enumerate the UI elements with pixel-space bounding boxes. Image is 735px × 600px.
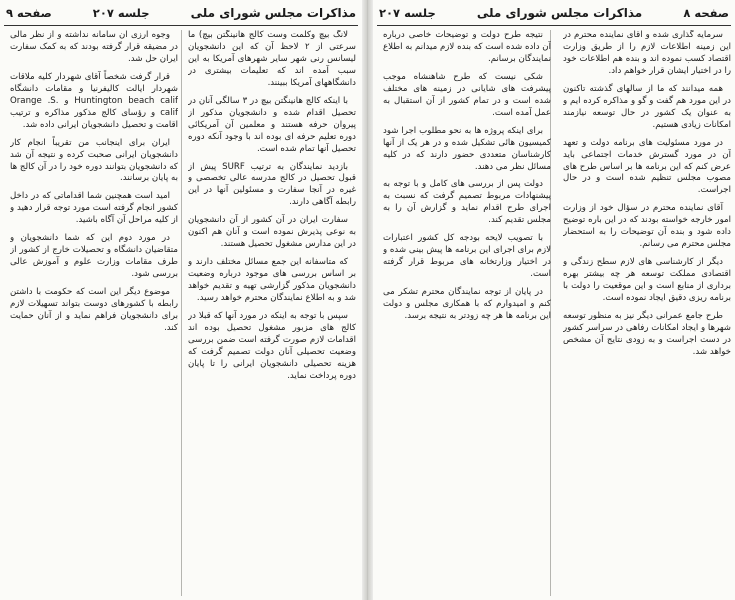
paragraph: که متاسفانه این جمع مسائل مختلف دارند و بر اساس بررسی های موجود درباره وضعیت دانشجویان مذکور گزارشی تهیه و تقدیم خواهد شد و به اطلاع نمایندگان محترم خواهد رسید. [188,257,356,304]
text-column [188,30,356,596]
paragraph: قرار گرفت شخصاً آقای شهردار کلیه ملاقات شهردار ایالت کالیفرنیا و مقامات دانشگاه Huntington beach calif و Orange .S. calif و رؤسای کالج مذکور مذاکره و ترتیب اقامت و تحصیل دانشجویان ایرانی داده شد. [10,71,178,130]
paragraph: با اینکه کالج هانینگتن بیچ در ۳ سالگی آنان در تحصیل اقدام شده و دانشجویان مذکور از پیروان حرفه هستند و معلمین آن آمریکائی دوره تعلیم حرفه ای بوده اند با وجود آنکه دوره تحصیل آنها تمام شده است. [188,95,356,154]
paragraph: امید است همچنین شما اقداماتی که در داخل کشور انجام گرفته است مورد توجه قرار دهید و از کلیه مراحل آن آگاه باشید. [10,191,178,226]
text-column [10,30,178,596]
paragraph: سفارت ایران در آن کشور از آن دانشجویان به نوعی پذیرش نموده است و آنان هم اکنون در این مدارس مشغول تحصیل هستند. [188,215,356,250]
right-page [373,0,735,600]
paragraph: سرمایه گذاری شده و آقای نماینده محترم در این زمینه اطلاعات لازم را از طریق وزارت اقتصاد کسب نموده اند و بنده هم اطلاعات خود را در اختیار ایشان قرار خواهم داد. [563,30,731,76]
paragraph: لانگ بیچ وکلمت وست کالج هانینگتن بیچ) ما سرعتی از ۲ لاحظ آن که این دانشجویان لیسانس رنی شهر سایر شهرهای آمریکا به این سبب آمده اند که تعلیمات بیشتری در دانشگاههای آمریکا ببینند. [188,30,356,88]
session-label: جلسه ۲۰۷ [92,6,150,20]
paragraph: وجوه ارزی آن سامانه نداشته و از نظر مالی در مضیقه قرار گرفته بودند که به کمک سفارت ایران حل شد. [10,30,178,64]
page-gutter [362,0,373,600]
paragraph: طرح جامع عمرانی دیگر نیز به منظور توسعه شهرها و ایجاد امکانات رفاهی در سراسر کشور در دست اجراست و به زودی نتایج آن مشخص خواهد شد. [563,311,731,357]
paragraph: در مورد مسئولیت های برنامه دولت و تعهد آن در مورد گسترش خدمات اجتماعی باید عرض کنم که این برنامه ها بر اساس طرح های مصوب مجلس تنظیم شده است و در حال اجراست. [563,137,731,196]
header-rule [377,25,731,26]
paragraph: برای اینکه پروژه ها به نحو مطلوب اجرا شود کمیسیون هائی تشکیل شده و در هر یک از آنها کارشناسان متعددی حضور دارند که در کلیه مسائل نظر می دهند. [383,125,551,172]
header-rule [4,25,358,26]
left-page [0,0,362,600]
page-header [379,3,729,23]
page-header [6,3,356,23]
paragraph: دیگر از کارشناسی های لازم سطح زندگی و اقتصادی مملکت توسعه هر چه بیشتر بهره برداری از منابع است و این موقعیت را دولت با برنامه ریزی دقیق ایجاد نموده است. [563,257,731,304]
text-column [383,30,551,596]
paragraph: موضوع دیگر این است که حکومت با داشتن رابطه با کشورهای دوست بتواند تسهیلات لازم برای دانشجویان فراهم نماید و از آنان حمایت کند. [10,287,178,333]
paragraph: آقای نماینده محترم در سؤال خود از وزارت امور خارجه خواسته بودند که در این باره توضیح داده شود و بنده آن توضیحات را به استحضار مجلس محترم می رسانم. [563,203,731,250]
session-label: جلسه ۲۰۷ [379,6,436,20]
journal-title: مذاکرات مجلس شورای ملی [476,6,643,20]
column-divider [181,30,182,596]
paragraph: در مورد دوم این که شما دانشجویان و متقاضیان دانشگاه و تحصیلات خارج از کشور از طرف مقامات وزارت علوم و آموزش عالی بررسی شود. [10,233,178,280]
paragraph: در پایان از توجه نمایندگان محترم تشکر می کنم و امیدوارم که با همکاری مجلس و دولت این برنامه ها هر چه زودتر به نتیجه برسد. [383,287,551,322]
paragraph: شکی نیست که طرح شاهنشاه موجب پیشرفت های شایانی در زمینه های مختلف شده است و در تمام کشور از آن استقبال به عمل آمده است. [383,71,551,118]
paragraph: با تصویب لایحه بودجه کل کشور اعتبارات لازم برای اجرای این برنامه ها پیش بینی شده و در اختیار وزارتخانه های مربوط قرار گرفته است. [383,233,551,280]
paragraph: دولت پس از بررسی های کامل و با توجه به پیشنهادات مربوط تصمیم گرفت که نسبت به اجرای طرح اقدام نماید و گزارش آن را به مجلس تقدیم کند. [383,179,551,226]
paragraph: همه میدانند که ما از سالهای گذشته تاکنون در این مورد هم گفت و گو و مذاکره کرده ایم و به عنوان یک کشور در حال توسعه نیازمند امکانات زیادی هستیم. [563,83,731,130]
page-number: صفحه ۹ [6,6,52,20]
text-column [563,30,731,596]
paragraph: ایران برای اینجانب من تقریباً انجام کار دانشجویان ایرانی صحبت کرده و نتیجه آن شد که دانشجویان بتوانند دوره خود را در آن کالج ها به پایان برسانند. [10,137,178,184]
paragraph: سپس با توجه به اینکه در مورد آنها که قبلا در کالج های مزبور مشغول تحصیل بوده اند اقدامات لازم صورت گرفته است ضمن بررسی وضعیت تحصیلی آنان دولت تصمیم گرفت که هزینه تحصیلی دانشجویان ایرانی را تا پایان دوره پرداخت نماید. [188,311,356,381]
journal-title: مذاکرات مجلس شورای ملی [190,6,356,20]
paragraph: بازدید نمایندگان به ترتیب SURF پیش از قبول تحصیل در کالج مدرسه عالی تخصصی و غیره در آنجا سفارت و مسئولین آنها در این رابطه آگاهی دارند. [188,161,356,208]
page-number: صفحه ۸ [683,6,729,20]
paragraph: نتیجه طرح دولت و توضیحات خاصی درباره آن داده شده است که بنده لازم میدانم به اطلاع نمایندگان برسانم. [383,30,551,64]
